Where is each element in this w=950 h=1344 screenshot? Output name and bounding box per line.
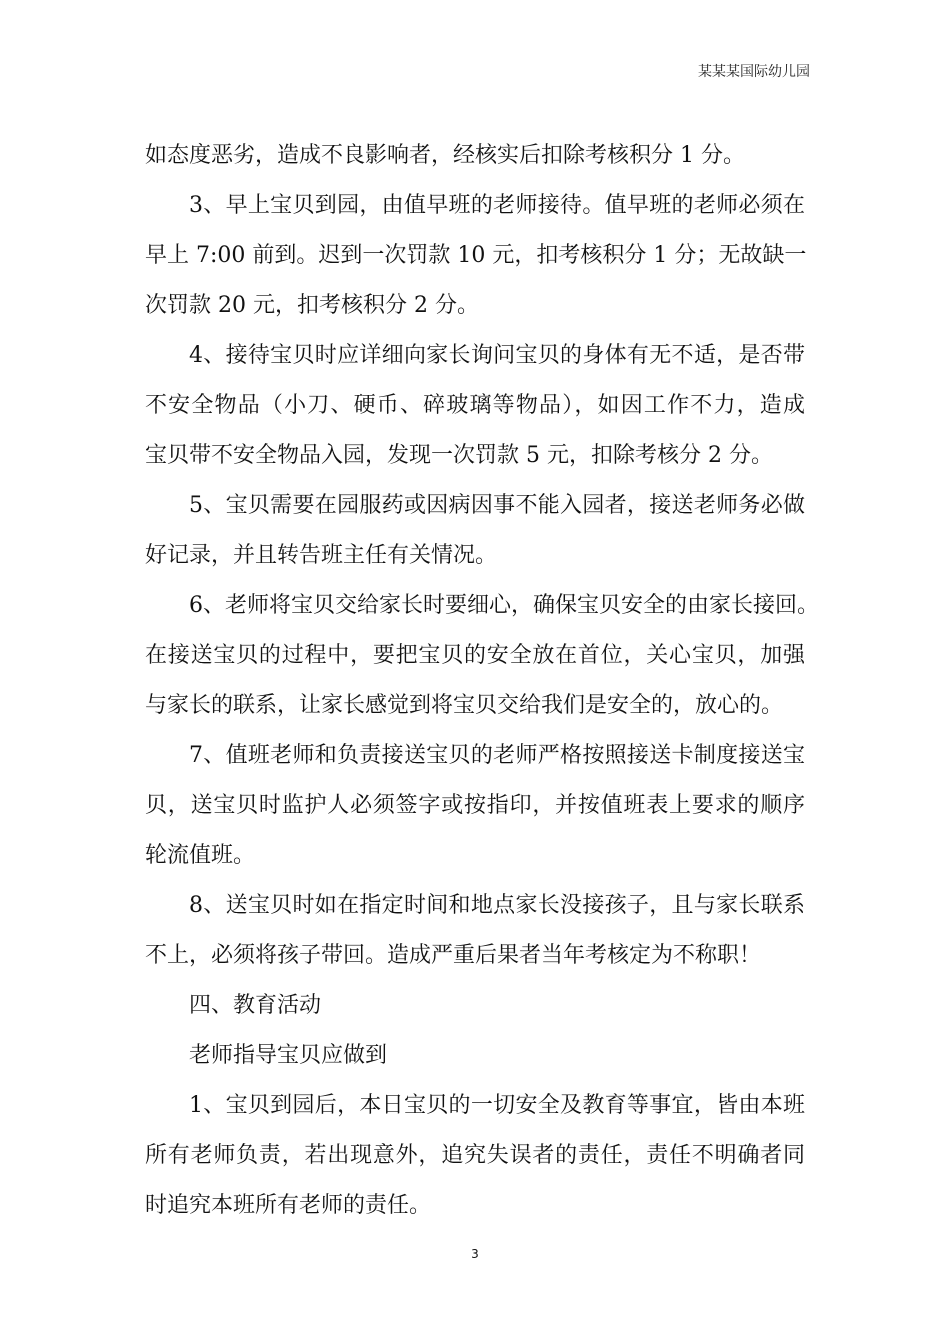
text-line: 不安全物品（小刀、硬币、碎玻璃等物品），如因工作不力，造成 [145, 393, 805, 418]
text-line: 如态度恶劣，造成不良影响者，经核实后扣除考核积分 1 分。 [145, 143, 745, 168]
text-line: 时追究本班所有老师的责任。 [145, 1193, 432, 1218]
text-line: 宝贝带不安全物品入园，发现一次罚款 5 元，扣除考核分 2 分。 [145, 443, 773, 468]
text-line: 不上，必须将孩子带回。造成严重后果者当年考核定为不称职！ [145, 943, 762, 968]
text-line: 与家长的联系，让家长感觉到将宝贝交给我们是安全的，放心的。 [145, 693, 784, 718]
text-line: 1、宝贝到园后，本日宝贝的一切安全及教育等事宜，皆由本班 [189, 1093, 805, 1118]
text-line: 3、早上宝贝到园，由值早班的老师接待。值早班的老师必须在 [189, 193, 805, 218]
text-line: 轮流值班。 [145, 843, 256, 868]
text-line: 所有老师负责，若出现意外，追究失误者的责任，责任不明确者同 [145, 1143, 805, 1168]
text-line: 4、接待宝贝时应详细向家长询问宝贝的身体有无不适，是否带 [189, 343, 805, 368]
text-line: 贝，送宝贝时监护人必须签字或按指印，并按值班表上要求的顺序 [145, 793, 805, 818]
page-header-org-name: 某某某国际幼儿园 [698, 64, 810, 80]
text-line: 早上 7:00 前到。迟到一次罚款 10 元，扣考核积分 1 分；无故缺一 [145, 243, 807, 268]
text-line: 7、值班老师和负责接送宝贝的老师严格按照接送卡制度接送宝 [189, 743, 805, 768]
text-line: 8、送宝贝时如在指定时间和地点家长没接孩子，且与家长联系 [189, 893, 805, 918]
text-line: 6、老师将宝贝交给家长时要细心，确保宝贝安全的由家长接回。 [189, 593, 819, 618]
text-line: 5、宝贝需要在园服药或因病因事不能入园者，接送老师务必做 [189, 493, 805, 518]
text-line: 次罚款 20 元，扣考核积分 2 分。 [145, 293, 479, 318]
text-line: 在接送宝贝的过程中，要把宝贝的安全放在首位，关心宝贝，加强 [145, 643, 805, 668]
document-body [145, 131, 819, 1231]
subheading: 老师指导宝贝应做到 [189, 1043, 388, 1068]
page-number: 3 [471, 1247, 479, 1261]
section-heading: 四、教育活动 [189, 993, 322, 1018]
text-line: 好记录，并且转告班主任有关情况。 [145, 543, 498, 568]
